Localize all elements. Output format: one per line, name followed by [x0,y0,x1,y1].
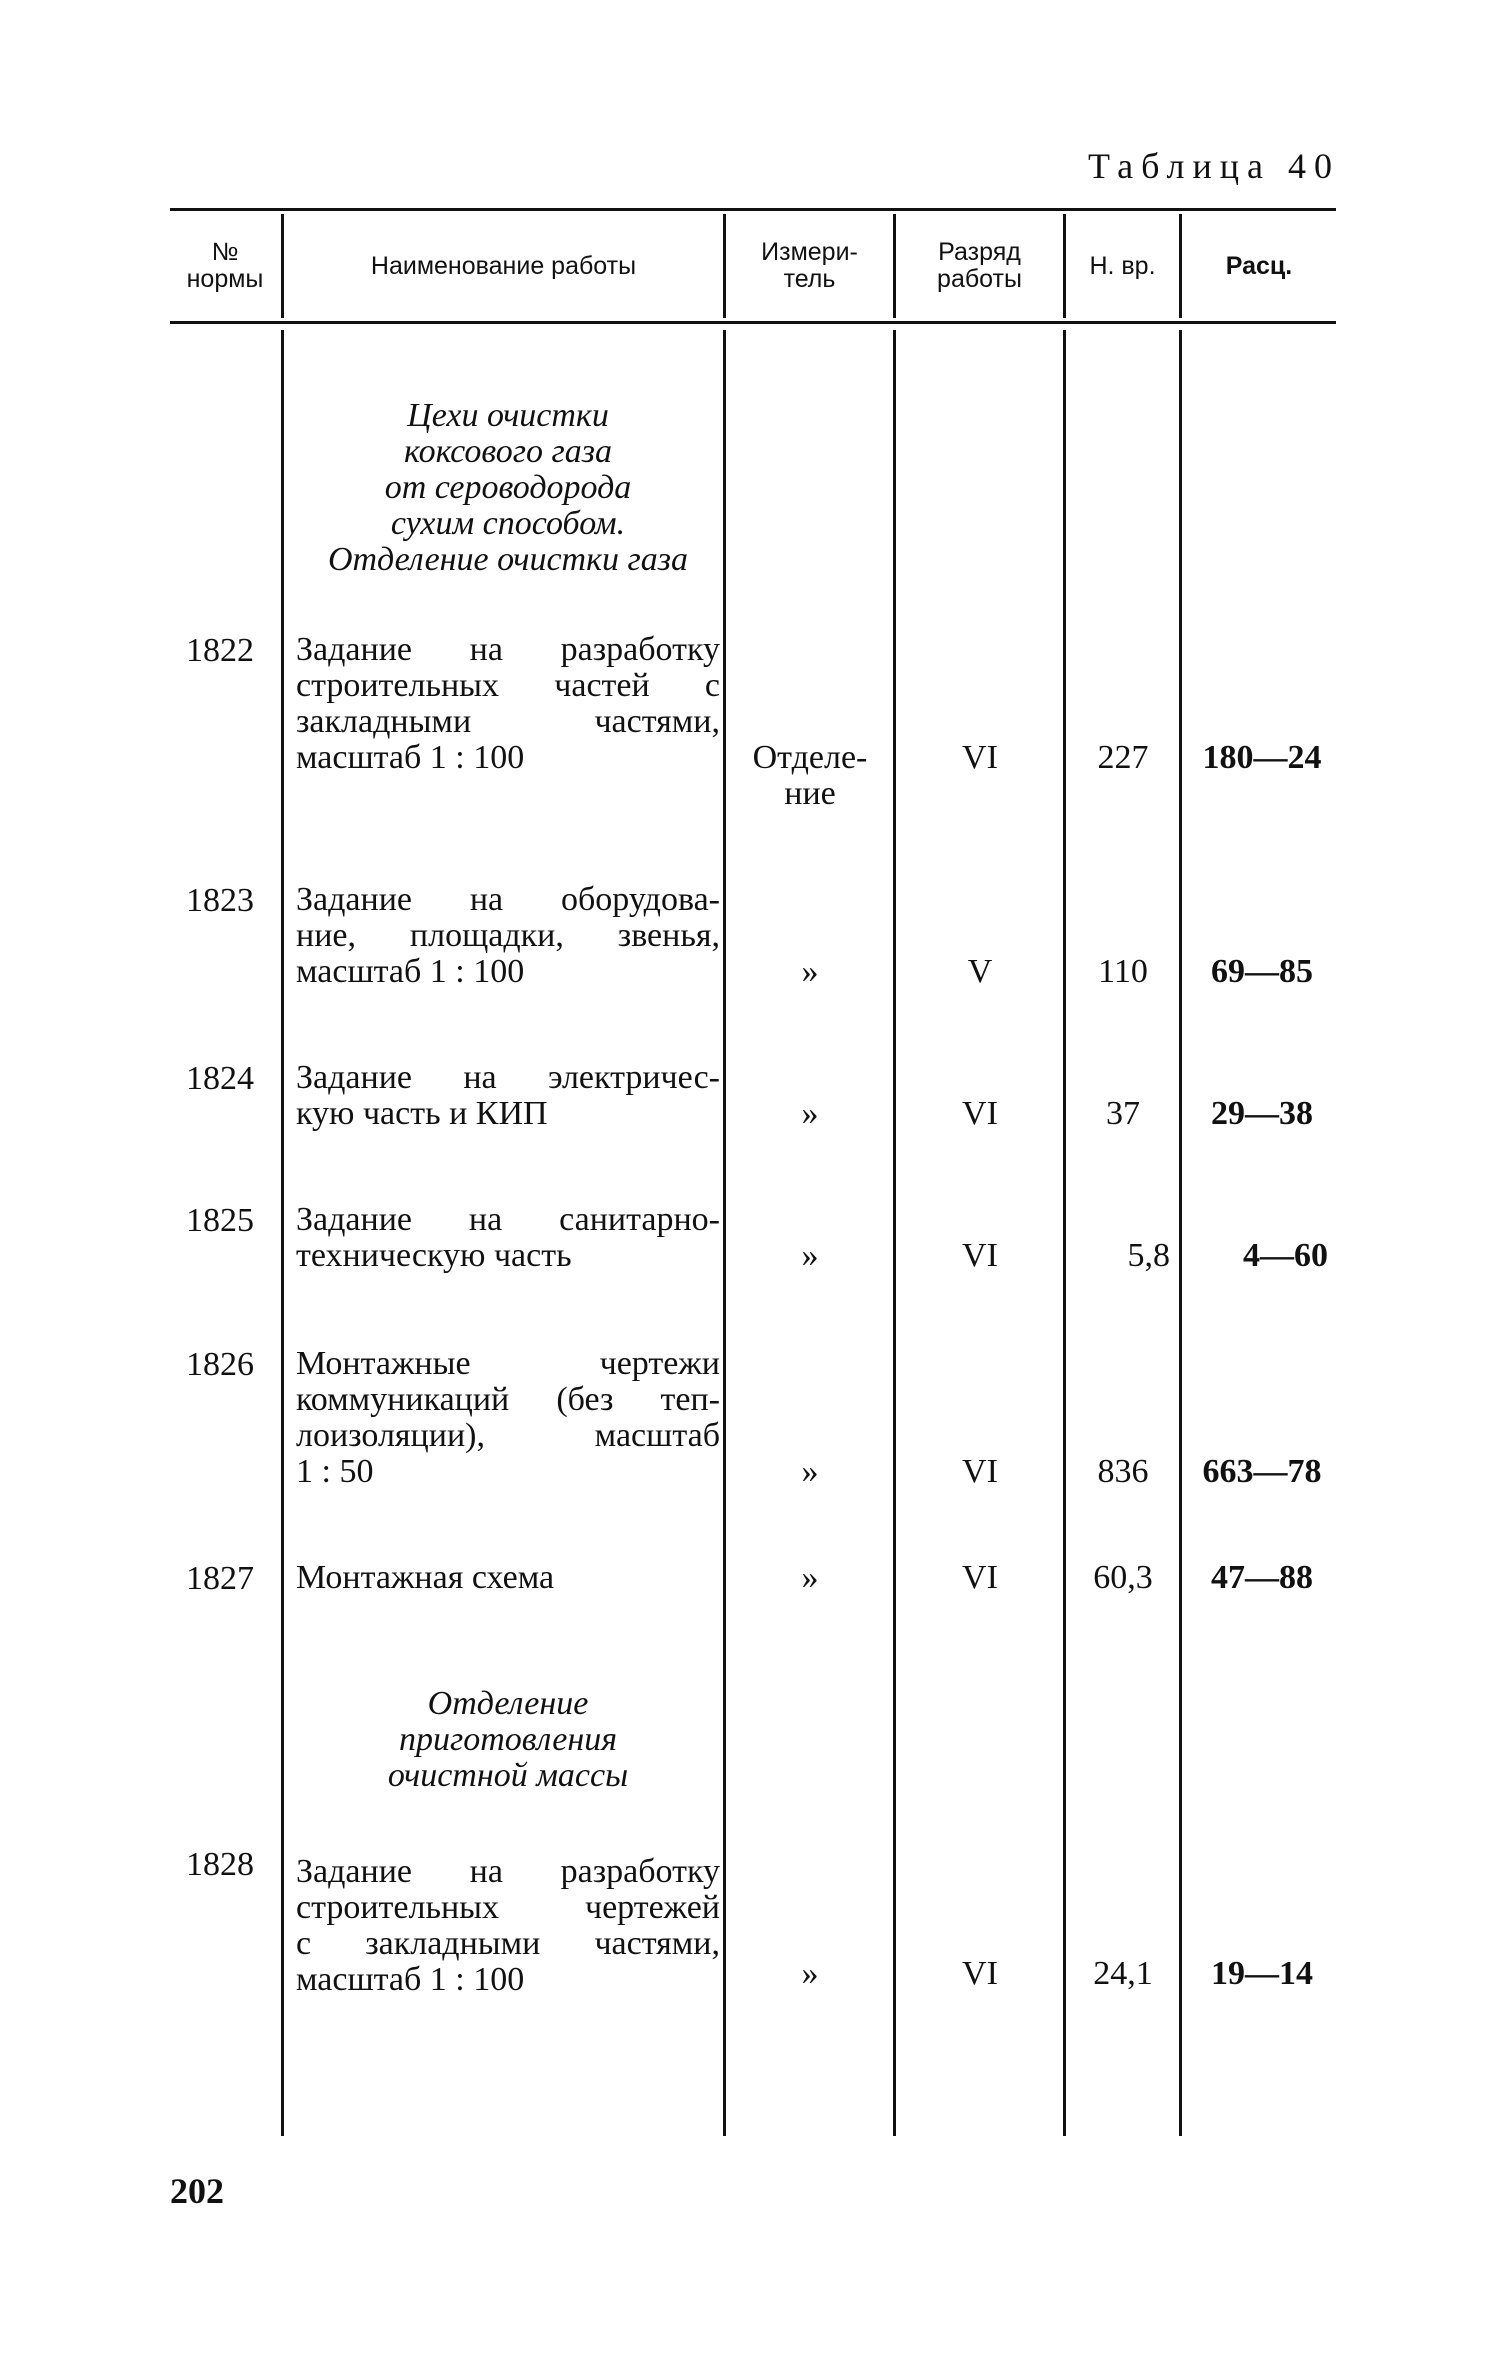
row-desc [296,882,720,990]
desc-line: коммуникаций (без теп- [296,1381,720,1418]
desc-line: ние, площадки, звенья, [296,917,720,954]
header-col-nvr [1066,214,1179,318]
desc-line: техническую часть [296,1237,572,1274]
row-razr: VI [962,1237,998,1274]
header-col-izm [726,214,893,318]
row-nvr: 24,1 [1093,1955,1153,1992]
header-col-razr [896,214,1063,318]
body-divider-1 [281,330,284,2136]
desc-line: Монтажная схема [296,1559,555,1596]
desc-line: Задание на разработку [296,1853,720,1890]
row-razr: V [967,953,993,990]
section-heading-mass-prep: Отделение приготовления очистной массы [387,1685,629,1794]
desc-line: 1 : 50 [296,1453,374,1490]
row-izm: » [801,1559,819,1596]
row-nvr: 60,3 [1093,1559,1153,1596]
row-razr: VI [962,1095,998,1132]
desc-line: с закладными частями, [296,1925,720,1962]
desc-line: строительных чертежей [296,1889,720,1926]
desc-line: строительных частей с [296,667,720,704]
desc-line: масштаб 1 : 100 [296,1961,525,1998]
row-nvr: 110 [1098,953,1148,990]
desc-line: закладными частями, [296,703,720,740]
body-divider-5 [1179,330,1182,2136]
header-col-name [284,214,723,318]
row-nvr: 836 [1097,1453,1149,1490]
row-rasc: 69—85 [1211,953,1313,990]
desc-line: масштаб 1 : 100 [296,739,525,776]
row-num: 1824 [186,1060,254,1097]
row-rasc: 4—60 [1243,1237,1328,1274]
table-label: Таблица 40 [1088,146,1340,186]
row-izm: » [801,1237,819,1274]
desc-line: лоизоляции), масштаб [296,1417,720,1454]
row-num: 1826 [186,1346,254,1383]
page-number: 202 [170,2171,224,2211]
row-izm: Отделе- ние [752,739,868,812]
desc-line: Задание на разработку [296,631,720,668]
header-col-razr-text: Разряд работы [937,238,1022,293]
header-col-num-text: № нормы [186,238,264,293]
row-rasc: 29—38 [1211,1095,1313,1132]
row-desc [296,1854,720,1998]
desc-line: Задание на санитарно- [296,1201,720,1238]
body-divider-3 [893,330,896,2136]
header-col-rasc [1182,214,1336,318]
row-nvr: 5,8 [1127,1237,1170,1274]
row-razr: VI [962,1955,998,1992]
header-col-izm-text: Измери- тель [761,238,858,293]
row-rasc: 47—88 [1211,1559,1313,1596]
header-col-rasc-text: Расц. [1225,251,1293,280]
desc-line: Задание на электричес- [296,1059,720,1096]
desc-line: Задание на оборудова- [296,881,720,918]
row-izm: » [801,1453,819,1490]
row-desc [296,632,720,776]
row-rasc: 180—24 [1202,739,1322,776]
row-num: 1827 [186,1560,254,1597]
row-desc [296,1346,720,1490]
row-nvr: 227 [1097,739,1149,776]
header-col-name-text: Наименование работы [370,251,637,280]
row-desc [296,1060,720,1132]
row-desc [296,1560,720,1596]
row-nvr: 37 [1106,1095,1140,1132]
row-razr: VI [962,739,998,776]
body-divider-4 [1063,330,1066,2136]
row-desc [296,1202,720,1274]
header-col-nvr-text: Н. вр. [1089,251,1156,280]
row-num: 1822 [186,632,254,669]
row-izm: » [801,1095,819,1132]
row-num: 1825 [186,1202,254,1239]
header-top-rule [170,208,1336,211]
row-rasc: 19—14 [1211,1955,1313,1992]
row-rasc: 663—78 [1202,1453,1322,1490]
row-razr: VI [962,1559,998,1596]
header-col-num [170,214,280,318]
row-num: 1823 [186,882,254,919]
section-heading-gas-cleaning: Цехи очистки коксового газа от сероводорода сухим способом. Отделение очистки газа [327,397,689,578]
row-izm: » [801,1955,819,1992]
desc-line: кую часть и КИП [296,1095,548,1132]
row-num: 1828 [186,1846,254,1883]
row-izm: » [801,953,819,990]
header-bottom-rule [170,321,1336,324]
row-razr: VI [962,1453,998,1490]
desc-line: масштаб 1 : 100 [296,953,525,990]
desc-line: Монтажные чертежи [296,1345,720,1382]
body-divider-2 [723,330,726,2136]
